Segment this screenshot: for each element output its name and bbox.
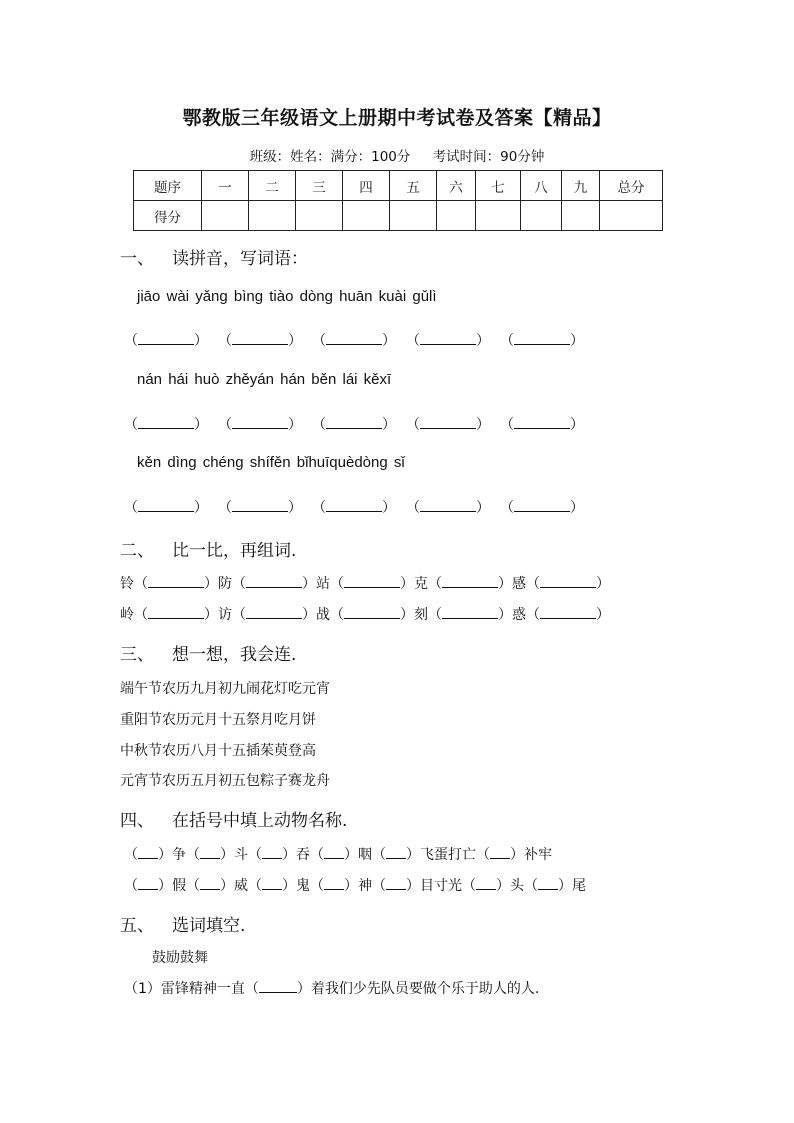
page-title: 鄂教版三年级语文上册期中考试卷及答案【精品】 — [182, 107, 612, 129]
header-cell: 一 — [202, 171, 249, 201]
pinyin-line-3: kěn dìng chéng shífěn bǐhuīquèdòng sǐ — [137, 454, 405, 471]
answer-blank[interactable] — [138, 331, 194, 345]
answer-blank[interactable] — [232, 331, 288, 345]
compare-char: 岭 — [120, 607, 134, 623]
answer-blank[interactable] — [540, 574, 596, 588]
compare-char: 站 — [316, 576, 330, 592]
answer-blank[interactable] — [326, 415, 382, 429]
section-2-heading — [120, 536, 296, 561]
connect-line-2: 重阳节农历元月十五祭月吃月饼 — [120, 712, 316, 728]
header-cell: 七 — [476, 171, 521, 201]
answer-blank[interactable] — [442, 605, 498, 619]
score-cell[interactable] — [390, 201, 437, 231]
score-cell[interactable] — [562, 201, 600, 231]
compare-char: 访 — [218, 607, 232, 623]
section-4-heading — [120, 806, 347, 831]
answer-blank[interactable] — [540, 605, 596, 619]
section-number: 二、 — [120, 541, 154, 561]
answer-blank[interactable] — [246, 605, 302, 619]
word-choices: 鼓励鼓舞 — [152, 950, 208, 966]
score-cell[interactable] — [437, 201, 476, 231]
header-cell: 总分 — [600, 171, 663, 201]
score-cell[interactable] — [476, 201, 521, 231]
section-title: 比一比，再组词. — [172, 541, 297, 561]
answer-blank-row: （ ） （ ） （ ） （ ） （ ） — [124, 417, 584, 433]
answer-blank[interactable] — [420, 331, 476, 345]
answer-blank[interactable] — [148, 574, 204, 588]
answer-blank[interactable] — [420, 415, 476, 429]
fill-question-1: （1）雷锋精神一直（ ）着我们少先队员要做个乐于助人的人. — [124, 981, 540, 997]
pinyin-line-2: nán hái huò zhěyán hán běn lái kěxī — [137, 371, 392, 388]
answer-blank-row: （ ） （ ） （ ） （ ） （ ） — [124, 333, 584, 349]
header-cell: 二 — [249, 171, 296, 201]
compare-char: 惑 — [512, 607, 526, 623]
answer-blank[interactable] — [476, 876, 496, 890]
answer-blank[interactable] — [326, 331, 382, 345]
section-title: 在括号中填上动物名称. — [172, 811, 348, 831]
answer-blank[interactable] — [344, 605, 400, 619]
compare-row-1: 铃（ ）防（ ）站（ ）克（ ）感（ ） — [120, 576, 610, 592]
exam-info — [0, 145, 794, 165]
compare-char: 铃 — [120, 576, 134, 592]
pinyin-line-1: jiāo wài yǎng bìng tiào dòng huān kuài gǔlì — [137, 288, 437, 305]
answer-blank[interactable] — [386, 876, 406, 890]
answer-blank[interactable] — [138, 415, 194, 429]
compare-char: 克 — [414, 576, 428, 592]
connect-line-3: 中秋节农历八月十五插茱萸登高 — [120, 743, 316, 759]
answer-blank[interactable] — [420, 498, 476, 512]
section-number: 五、 — [120, 916, 154, 936]
score-cell[interactable] — [296, 201, 343, 231]
section-3-heading — [120, 640, 296, 665]
header-cell: 题序 — [134, 171, 202, 201]
answer-blank[interactable] — [232, 415, 288, 429]
animal-row-1: （ ）争（ ）斗（ ）吞（ ）咽（ ）飞蛋打亡（ ）补牢 — [124, 847, 552, 863]
answer-blank[interactable] — [200, 876, 220, 890]
score-cell[interactable] — [249, 201, 296, 231]
answer-blank[interactable] — [262, 876, 282, 890]
answer-blank[interactable] — [326, 498, 382, 512]
compare-char: 感 — [512, 576, 526, 592]
answer-blank[interactable] — [246, 574, 302, 588]
compare-char: 刻 — [414, 607, 428, 623]
header-cell: 五 — [390, 171, 437, 201]
score-cell[interactable] — [343, 201, 390, 231]
answer-blank[interactable] — [514, 331, 570, 345]
compare-char: 防 — [218, 576, 232, 592]
score-row-label: 得分 — [134, 201, 202, 231]
section-number: 三、 — [120, 645, 154, 665]
section-number: 四、 — [120, 811, 154, 831]
section-5-heading — [120, 911, 245, 936]
header-cell: 四 — [343, 171, 390, 201]
answer-blank[interactable] — [386, 845, 406, 859]
connect-line-1: 端午节农历九月初九闹花灯吃元宵 — [120, 681, 330, 697]
header-cell: 八 — [521, 171, 562, 201]
score-table-header-row — [134, 171, 663, 201]
answer-blank[interactable] — [514, 498, 570, 512]
exam-time: 考试时间：90分钟 — [432, 149, 545, 165]
answer-blank[interactable] — [490, 845, 510, 859]
answer-blank[interactable] — [148, 605, 204, 619]
answer-blank[interactable] — [324, 876, 344, 890]
answer-blank[interactable] — [200, 845, 220, 859]
answer-blank[interactable] — [262, 845, 282, 859]
answer-blank[interactable] — [138, 498, 194, 512]
section-1-heading — [120, 244, 308, 269]
answer-blank[interactable] — [344, 574, 400, 588]
score-table-score-row — [134, 201, 663, 231]
answer-blank[interactable] — [232, 498, 288, 512]
answer-blank[interactable] — [138, 876, 158, 890]
header-cell: 三 — [296, 171, 343, 201]
answer-blank-row: （ ） （ ） （ ） （ ） （ ） — [124, 500, 584, 516]
answer-blank[interactable] — [259, 979, 297, 993]
score-cell[interactable] — [600, 201, 663, 231]
section-title: 选词填空. — [172, 916, 246, 936]
section-number: 一、 — [120, 249, 154, 269]
answer-blank[interactable] — [324, 845, 344, 859]
answer-blank[interactable] — [538, 876, 558, 890]
connect-line-4: 元宵节农历五月初五包粽子赛龙舟 — [120, 773, 330, 789]
answer-blank[interactable] — [138, 845, 158, 859]
score-table — [133, 170, 663, 231]
section-title: 想一想，我会连. — [172, 645, 297, 665]
score-cell[interactable] — [521, 201, 562, 231]
class-name-score: 班级：姓名：满分：100分 — [249, 149, 411, 165]
answer-blank[interactable] — [442, 574, 498, 588]
section-title: 读拼音，写词语： — [172, 249, 308, 269]
compare-char: 战 — [316, 607, 330, 623]
score-cell[interactable] — [202, 201, 249, 231]
header-cell: 六 — [437, 171, 476, 201]
animal-row-2: （ ）假（ ）威（ ）鬼（ ）神（ ）目寸光（ ）头（ ）尾 — [124, 878, 586, 894]
header-cell: 九 — [562, 171, 600, 201]
answer-blank[interactable] — [514, 415, 570, 429]
compare-row-2: 岭（ ）访（ ）战（ ）刻（ ）惑（ ） — [120, 607, 610, 623]
